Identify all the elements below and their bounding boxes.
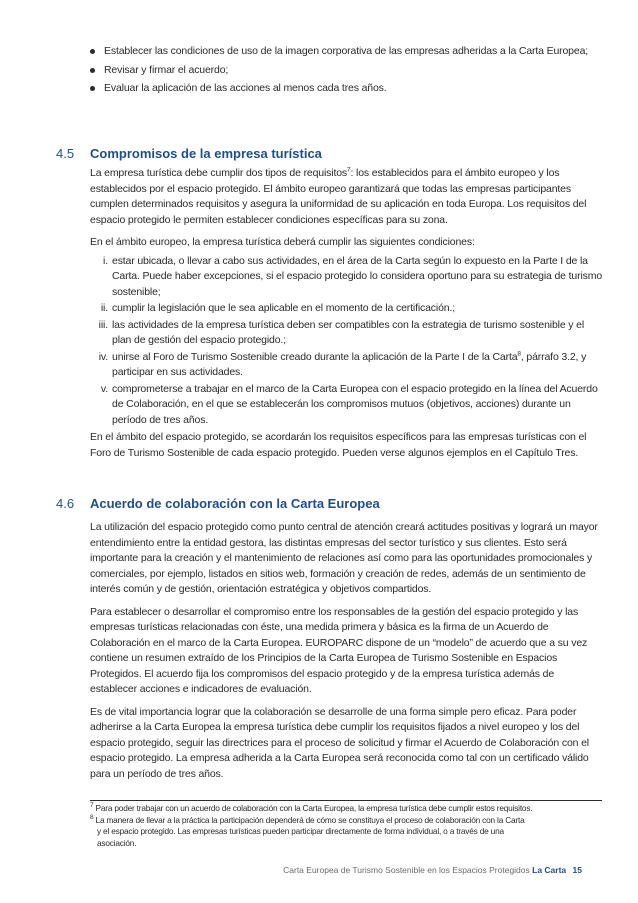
list-item: v. comprometerse a trabajar en el marco de la Carta Europea con el espacio protegido en la línea del Acuerdo de Colaboración, en el que se establecerán los compromisos mutuos (objetivos, acciones) durante un período de tres años. xyxy=(100,382,598,426)
footnote-ref[interactable]: 8 xyxy=(517,350,521,357)
footnote-ref[interactable]: 7 xyxy=(347,166,351,174)
list-item: iii. las actividades de la empresa turística deben ser compatibles con la estrategia de turismo sostenible y el plan de gestión del espacio protegido.; xyxy=(98,318,585,346)
list-item: Revisar y firmar el acuerdo; xyxy=(90,63,602,79)
footnote-divider xyxy=(90,800,602,801)
list-item: i. estar ubicada, o llevar a cabo sus actividades, en el área de la Carta según lo expuesto en la Parte I de la Carta. Puede haber excepciones, si el espacio protegido lo considera oportuno para su estrategia de turismo sostenible; xyxy=(103,254,603,298)
paragraph: Para establecer o desarrollar el compromiso entre los responsables de la gestión del espacio protegido y las empresas turísticas relacionadas con éste, una medida primera y básica es la firma de un Acuerdo de Colaboración en el marco de la Carta Europea. EUROPARC dispone de un “modelo” de acuerdo que a su vez contiene un resumen extraído de los Principios de la Carta Europea de Turismo Sostenible en Espacios Protegidos. El acuerdo fija los compromisos del espacio protegido y de la empresa turística además de establecer acciones e indicadores de evaluación. xyxy=(90,605,588,695)
section-heading-4-6 xyxy=(56,496,380,511)
footnote-7: $^7$ Para poder trabajar con un acuerdo de colaboración con la Carta Europea, la empresa turística debe cumplir estos requisitos. xyxy=(90,802,533,813)
paragraph: La utilización del espacio protegido como punto central de atención creará actitudes positivas y logrará un mayor entendimiento entre la entidad gestora, las distintas empresas del sector turístico y sus clientes. Esto será importante para la creación y el mantenimiento de relaciones así como para las oportunidades promocionales y comerciales, por ejemplo, listados en sitios web, formación y creación de redes, además de un sentimiento de interés común y de gestión, orientación estratégica y objetivos compartidos. xyxy=(90,521,598,595)
list-item: ii. cumplir la legislación que le sea aplicable en el momento de la certificación.; xyxy=(100,302,456,314)
conditions-list xyxy=(90,254,602,429)
bullet-icon xyxy=(90,68,95,73)
footer-title: Carta Europea de Turismo Sostenible en los Espacios Protegidos xyxy=(283,865,530,875)
paragraph: Es de vital importancia lograr que la colaboración se desarrolle de una forma simple pero eficaz. Para poder adherirse a la Carta Europea la empresa turística debe cumplir los requisitos fijados a nivel europeo y los del espacio protegido, seguir las directrices para el proceso de solicitud y firmar el Acuerdo de Colaboración con el espacio protegido. La empresa adherida a la Carta Europea será reconocida como tal con un certificado válido para un período de tres años. xyxy=(90,705,589,780)
section-title: Acuerdo de colaboración con la Carta Europea xyxy=(90,496,380,511)
section-number: 4.6 xyxy=(56,496,75,511)
bullet-icon xyxy=(90,86,95,91)
footnote-8-cont: y el espacio protegido. Las empresas turísticas pueden participar directamente de forma individual, o a través de una xyxy=(97,826,504,836)
section-heading-4-5 xyxy=(56,146,322,161)
list-item: Establecer las condiciones de uso de la imagen corporativa de las empresas adheridas a la Carta Europea; xyxy=(90,44,602,60)
list-item: iv. unirse al Foro de Turismo Sostenible creado durante la aplicación de la Parte I de la Carta$^8$, párrafo 3.2, y participar en sus actividades. xyxy=(98,350,587,378)
section-number: 4.5 xyxy=(56,146,75,161)
bullet-icon xyxy=(90,49,95,54)
footnote-8-cont: asociación. xyxy=(97,837,137,848)
paragraph: En el ámbito europeo, la empresa turística deberá cumplir las siguientes condiciones: xyxy=(90,236,475,248)
bullet-list xyxy=(90,44,602,100)
section-body-4-6 xyxy=(90,520,602,789)
paragraph: En el ámbito del espacio protegido, se acordarán los requisitos específicos para las empresas turísticas con el Foro de Turismo Sostenible de cada espacio protegido. Pueden verse algunos ejemplos en el Capítulo Tres. xyxy=(90,431,587,459)
paragraph: La empresa turística debe cumplir dos tipos de requisitos$^7$: los establecidos para el ámbito europeo y los establecidos por el espacio protegido. El ámbito europeo garantizará que todas las empresas participantes cumplen determinados requisitos y asegura la uniformidad de su aplicación en toda Europa. Los requisitos del espacio protegido le permiten establecer condiciones específicas para su zona. xyxy=(90,166,587,226)
footnotes xyxy=(90,803,602,849)
footer-brand: La Carta xyxy=(532,865,567,875)
section-title: Compromisos de la empresa turística xyxy=(90,146,322,161)
footnote-8: $^8$ La manera de llevar a la práctica la participación dependerá de cómo se constituya el proceso de colaboración con la Carta xyxy=(90,813,525,825)
list-item: Evaluar la aplicación de las acciones al menos cada tres años. xyxy=(90,81,602,97)
section-body-4-5 xyxy=(90,166,602,468)
page-number: 15 xyxy=(572,865,582,875)
page-footer xyxy=(283,865,582,875)
